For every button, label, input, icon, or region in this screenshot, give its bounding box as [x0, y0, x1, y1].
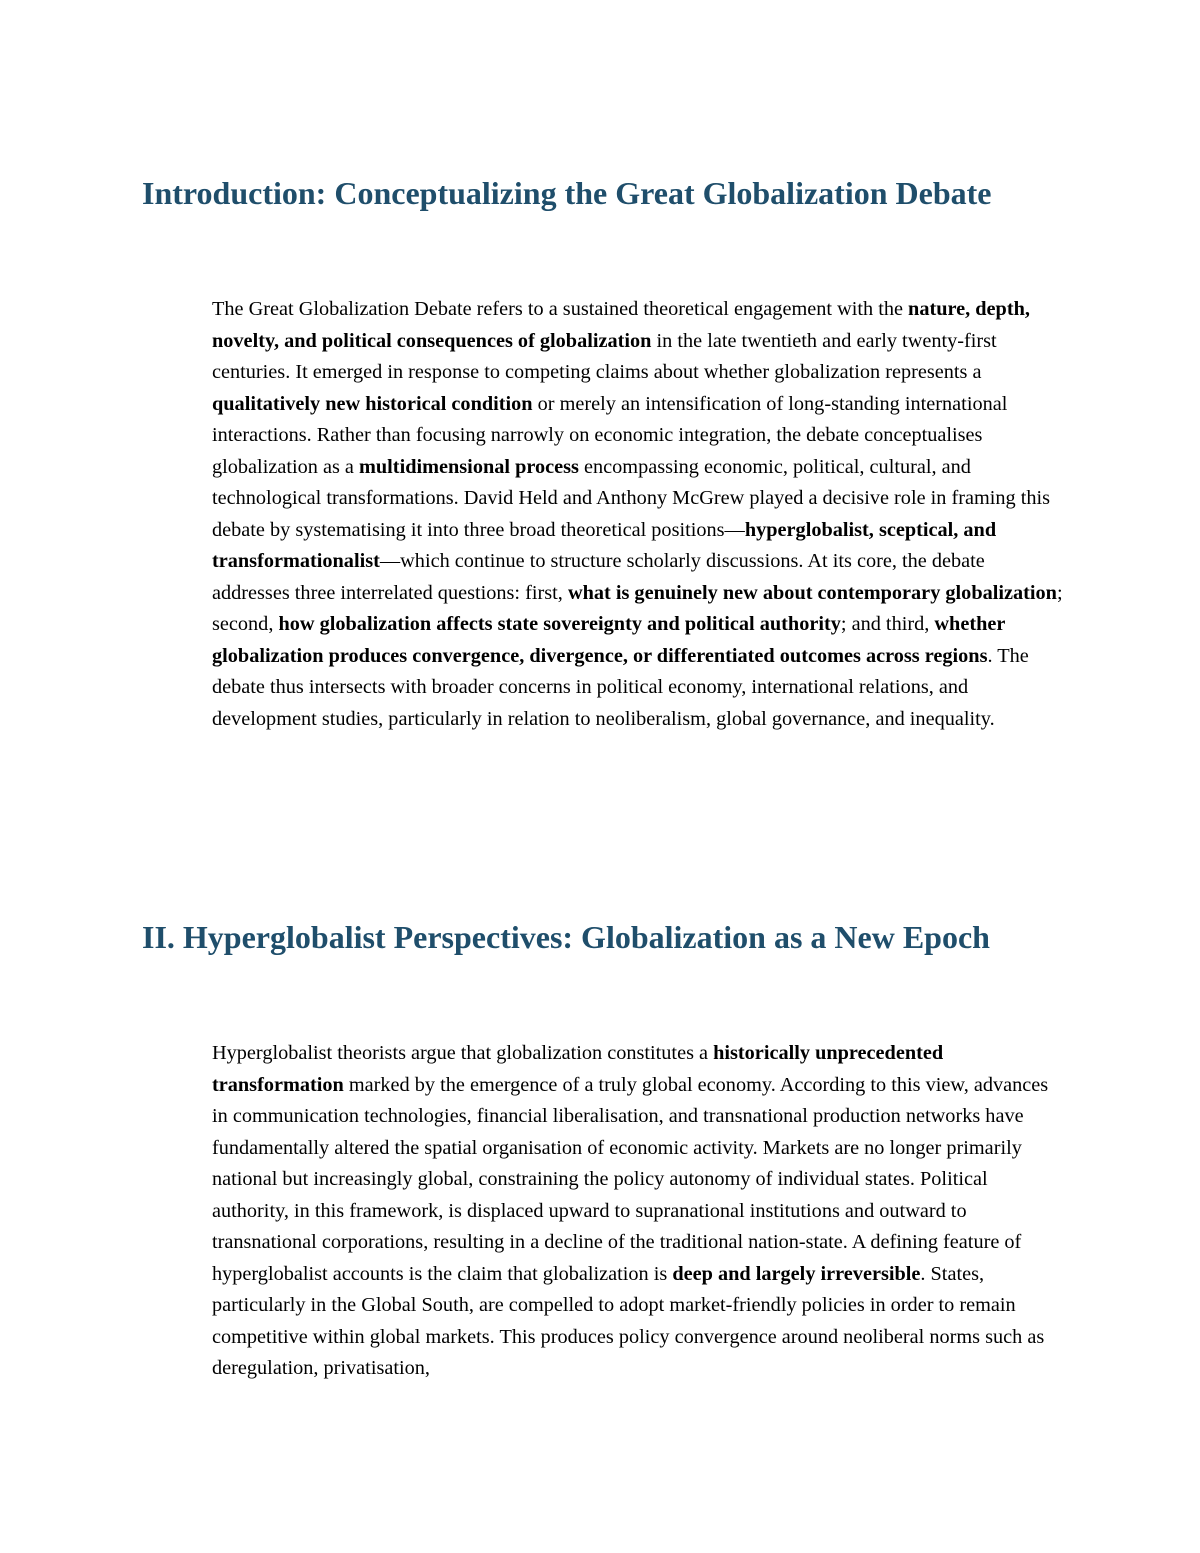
text-run: The Great Globalization Debate refers to a sustained theoretical engagement with the	[212, 298, 909, 320]
bold-text-run: whether globalization produces convergence, divergence, or differentiated outcomes across regions	[212, 613, 1005, 667]
bold-text-run: how globalization affects state sovereignty and political authority	[278, 613, 841, 635]
section-heading-introduction: Introduction: Conceptualizing the Great Globalization Debate	[142, 175, 992, 211]
text-run: ; second,	[212, 581, 1063, 635]
section-heading-hyperglobalist: II. Hyperglobalist Perspectives: Globalization as a New Epoch	[142, 919, 990, 955]
text-run: in the late twentieth and early twenty-first centuries. It emerged in response to competing claims about whether globalization represents a	[212, 329, 997, 383]
bold-text-run: nature, depth, novelty, and political consequences of globalization	[212, 298, 1030, 352]
text-run: marked by the emergence of a truly global economy. According to this view, advances in communication technologies, financial liberalisation, and transnational production networks have fundamentally altered the spatial organisation of economic activity. Markets are no longer primarily national but increasingly global, constraining the policy autonomy of individual states. Political authority, in this framework, is displaced upward to supranational institutions and outward to transnational corporations, resulting in a decline of the traditional nation-state. A defining feature of hyperglobalist accounts is the claim that globalization is	[212, 1073, 1049, 1285]
bold-text-run: multidimensional process	[359, 455, 579, 478]
text-run: Hyperglobalist theorists argue that globalization constitutes a	[212, 1042, 714, 1064]
text-run: ; and third,	[840, 613, 935, 635]
text-run: encompassing economic, political, cultural, and technological transformations. David Held and Anthony McGrew played a decisive role in framing this debate by systematising it into three broad theoretical positions—	[212, 455, 1051, 541]
text-run: . The debate thus intersects with broader concerns in political economy, international relations, and development studies, particularly in relation to neoliberalism, global governance, and inequality.	[212, 644, 1029, 730]
bold-text-run: deep and largely irreversible	[672, 1262, 921, 1285]
paragraph-hyperglobalist	[212, 1038, 1064, 1385]
bold-text-run: what is genuinely new about contemporary globalization	[567, 581, 1057, 604]
bold-text-run: qualitatively new historical condition	[212, 392, 533, 415]
bold-text-run: historically unprecedented transformation	[212, 1042, 944, 1096]
paragraph-introduction	[212, 294, 1064, 735]
text-run: or merely an intensification of long-standing international interactions. Rather than focusing narrowly on economic integration, the debate conceptualises globalization as a	[212, 392, 1008, 478]
text-run: . States, particularly in the Global South, are compelled to adopt market-friendly policies in order to remain competitive within global markets. This produces policy convergence around neoliberal norms such as deregulation, privatisation,	[212, 1262, 1045, 1379]
text-run: —which continue to structure scholarly discussions. At its core, the debate addresses three interrelated questions: first,	[212, 550, 985, 604]
bold-text-run: hyperglobalist, sceptical, and transformationalist	[212, 518, 997, 572]
